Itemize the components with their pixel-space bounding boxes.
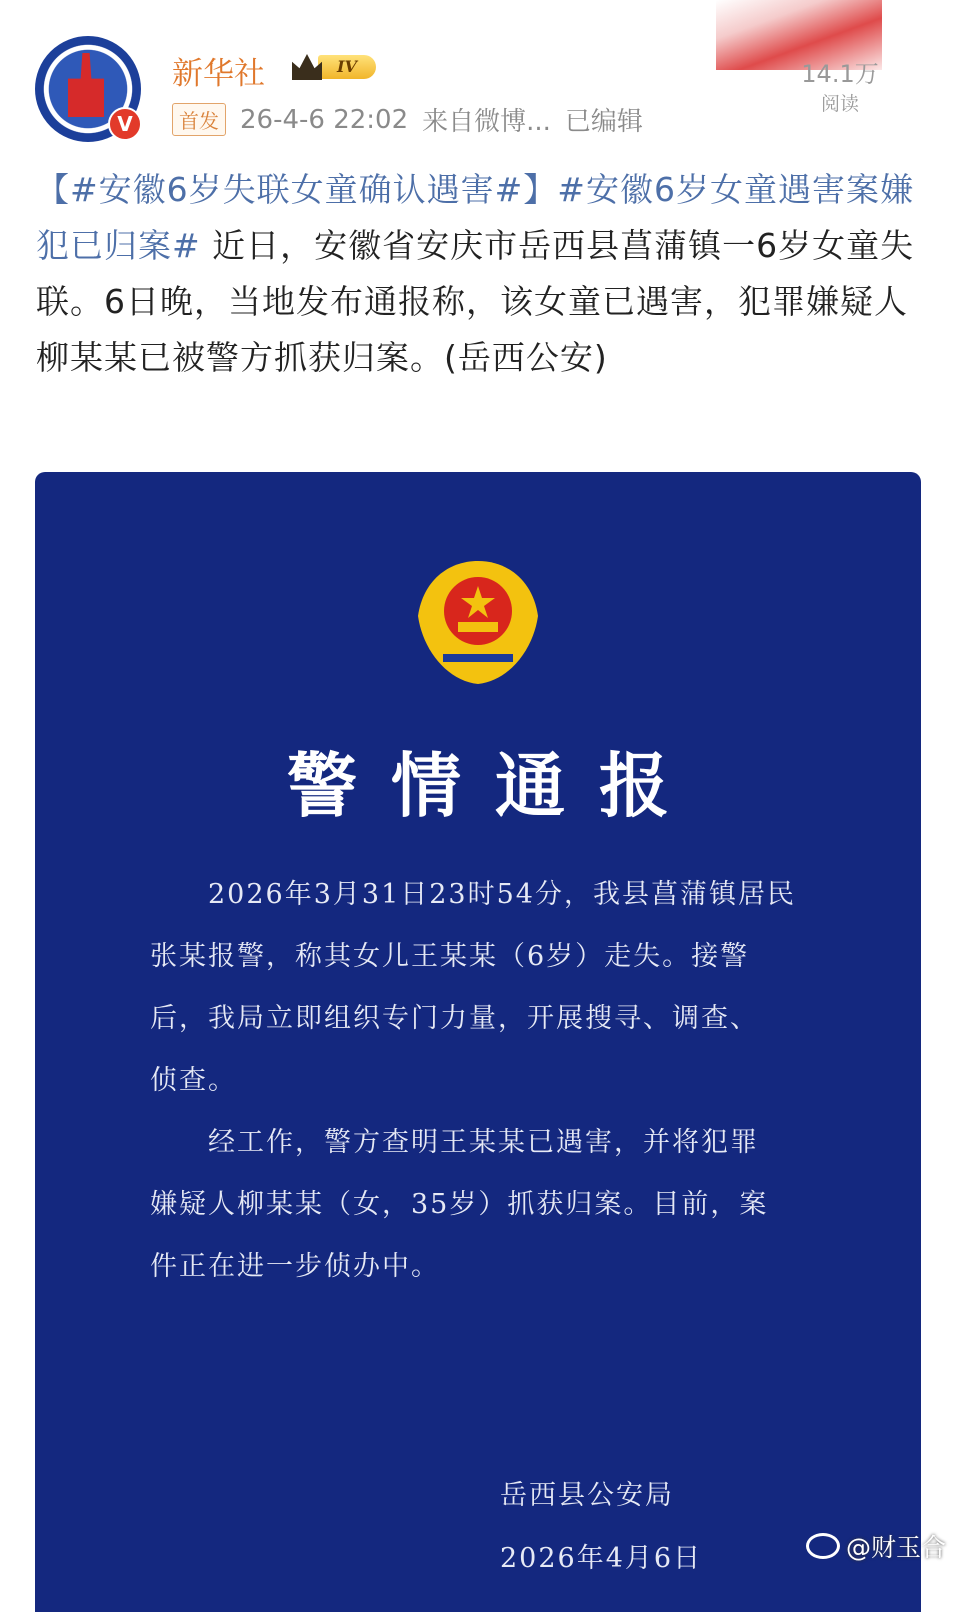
edited-label[interactable]: 已编辑 (564, 107, 643, 137)
account-name[interactable]: 新华社 (172, 56, 265, 92)
notice-line: 2026年3月31日23时54分，我县菖蒲镇居民 (150, 879, 796, 910)
notice-line: 件正在进一步侦办中。 (150, 1251, 440, 1282)
hashtag-2[interactable]: #安徽6岁女童遇害案嫌犯已归案# (36, 170, 914, 265)
first-post-badge: 首发 (172, 103, 226, 136)
notice-line: 后，我局立即组织专门力量，开展搜寻、调查、 (150, 1003, 759, 1034)
read-count (790, 54, 890, 116)
notice-line: 嫌疑人柳某某（女，35岁）抓获归案。目前，案 (150, 1189, 769, 1220)
notice-line: 经工作，警方查明王某某已遇害，并将犯罪 (150, 1127, 759, 1158)
timestamp: 26-4-6 22:02 (240, 104, 409, 135)
notice-line: 张某报警，称其女儿王某某（6岁）走失。接警 (150, 941, 750, 972)
level-label: IV (318, 55, 376, 79)
read-count-label: 阅读 (820, 93, 859, 115)
account-avatar[interactable] (35, 36, 141, 142)
verified-icon: V (108, 107, 142, 141)
read-count-value: 14.1万 (801, 60, 879, 88)
post-meta (172, 101, 643, 138)
notice-body (150, 864, 810, 1298)
xinhua-logo (68, 53, 104, 117)
notice-date: 2026年4月6日 (500, 1543, 703, 1574)
police-notice-image[interactable] (35, 472, 921, 1612)
weibo-logo-icon (806, 1533, 840, 1559)
weibo-watermark (806, 1528, 946, 1564)
member-level-badge[interactable] (292, 52, 384, 82)
source[interactable]: 来自微博... (422, 107, 551, 137)
notice-title: 警情通报 (287, 744, 703, 827)
notice-issuer: 岳西县公安局 (500, 1480, 674, 1511)
police-emblem-icon (413, 556, 543, 686)
notice-signature (500, 1464, 702, 1590)
post-text (36, 162, 916, 386)
notice-line: 侦查。 (150, 1065, 237, 1096)
hashtag-1[interactable]: 【#安徽6岁失联女童确认遇害#】 (36, 170, 558, 209)
post-body: 近日，安徽省安庆市岳西县菖蒲镇一6岁女童失联。6日晚，当地发布通报称，该女童已遇害，犯罪嫌疑人柳某某已被警方抓获归案。(岳西公安) (36, 226, 915, 377)
watermark-text: @财玉合 (846, 1533, 947, 1562)
